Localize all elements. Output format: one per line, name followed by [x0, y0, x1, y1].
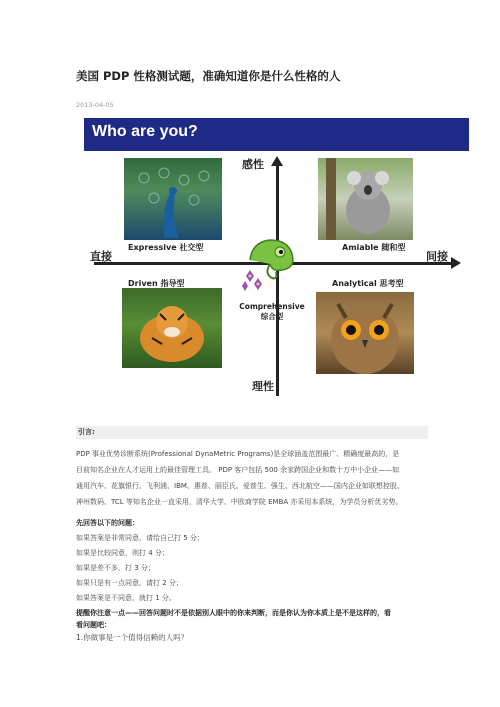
quadrant-label-amiable: Amiable 随和型 [342, 243, 406, 252]
comprehensive-label-en: Comprehensive [239, 302, 305, 311]
intro-line: PDP 事业优势诊断系统(Professional DynaMetric Programs)是全球涵盖范围最广、精确度最高的，是 [76, 450, 400, 458]
scoring-rule: 如果是差不多，打 3 分； [76, 564, 155, 572]
axis-label-bottom: 理性 [252, 380, 274, 393]
intro-line: 通用汽车、花旗银行、飞利浦、IBM、惠普、丽臣氏、爱普生、强生、西北航空——国内企业如联想控股、 [76, 482, 404, 490]
scoring-rule: 如果是比较同意，则打 4 分； [76, 549, 169, 557]
koala-image [318, 158, 413, 240]
instructions-heading: 先回答以下的问题： [76, 519, 139, 527]
scoring-rule: 如果只是有一点同意，请打 2 分； [76, 579, 183, 587]
peacock-image [124, 158, 222, 240]
quadrant-label-comprehensive [232, 302, 312, 322]
axis-label-top: 感性 [242, 158, 264, 171]
intro-line: 目前知名企业在人才运用上的最佳管理工具。 PDP 客户包括 500 余家跨国企业和数十万中小企业——如 [76, 466, 400, 474]
reminder-line: 看问题吧： [76, 621, 111, 629]
article-title: 美国 PDP 性格测试题，准确知道你是什么性格的人 [76, 69, 341, 83]
axis-label-right: 间接 [426, 250, 448, 263]
tiger-image [122, 288, 222, 368]
quadrant-label-analytical: Analytical 思考型 [332, 279, 404, 288]
question-1: 1.你做事是一个值得信赖的人吗？ [76, 633, 189, 642]
intro-paragraph [76, 446, 436, 510]
banner-title: Who are you? [92, 123, 198, 140]
vertical-axis-arrow-icon [271, 156, 283, 166]
chameleon-icon [236, 230, 306, 294]
reminder-line: 提醒你注意一点——回答问题时不是依据别人眼中的你来判断，而是你认为你本质上是不是这样的，看 [76, 609, 391, 617]
scoring-rule: 如果答案是非常同意，请给自己打 5 分； [76, 534, 204, 542]
intro-heading: 引言: [76, 426, 428, 439]
quadrant-label-driven: Driven 指导型 [128, 279, 185, 288]
axis-label-left: 直接 [90, 250, 112, 263]
intro-line: 神州数码、TCL 等知名企业一直采用，清华大学、中欧商学院 EMBA 亦采用本系统，为学员分析优劣势。 [76, 498, 403, 506]
owl-image [316, 292, 414, 374]
infographic-banner [84, 118, 469, 151]
pdp-infographic [76, 116, 468, 406]
comprehensive-label-cn: 综合型 [260, 312, 284, 321]
article-date: 2013-04-05 [76, 101, 114, 109]
horizontal-axis-arrow-icon [451, 257, 461, 269]
scoring-rule: 如果答案是不同意，就打 1 分。 [76, 594, 176, 602]
quadrant-label-expressive: Expressive 社交型 [128, 243, 204, 252]
